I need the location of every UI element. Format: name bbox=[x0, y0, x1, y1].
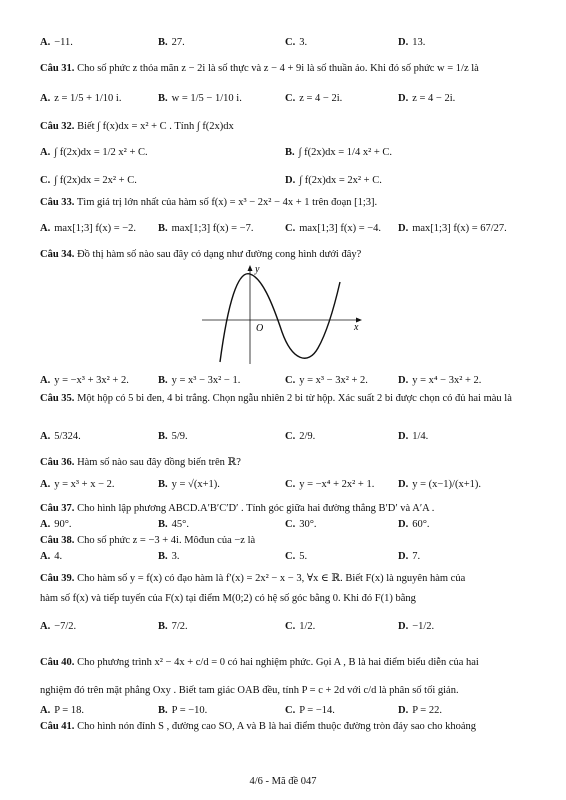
y-axis-label: y bbox=[255, 264, 260, 275]
cubic-curve bbox=[220, 274, 340, 362]
origin-label: O bbox=[256, 323, 264, 334]
question-36: Câu 36. Hàm số nào sau đây đồng biến trên ℝ? bbox=[40, 457, 241, 468]
question-41: Câu 41. Cho hình nón đỉnh S , đường cao SO, A và B là hai điểm thuộc đường tròn đáy sao cho khoảng bbox=[40, 721, 477, 732]
question-39-line1: Câu 39. Cho hàm số y = f(x) có đạo hàm là f′(x) = 2x² − x − 3, ∀x ∈ ℝ. Biết F(x) là nguyên hàm của bbox=[40, 573, 466, 584]
question-33: Câu 33. Tìm giá trị lớn nhất của hàm số f(x) = x³ − 2x² − 4x + 1 trên đoạn [1;3]. bbox=[40, 197, 378, 208]
page-footer: 4/6 - Mã đề 047 bbox=[249, 776, 317, 787]
question-38: Câu 38. Cho số phức z = −3 + 4i. Môđun của −z là bbox=[40, 535, 256, 546]
question-37: Câu 37. Cho hình lập phương ABCD.A′B′C′D′ . Tính góc giữa hai đường thẳng B′D′ và A′A . bbox=[40, 503, 435, 514]
option-d: 13. bbox=[412, 37, 426, 48]
question-34: Câu 34. Đồ thị hàm số nào sau đây có dạng như đường cong hình dưới đây? bbox=[40, 249, 362, 260]
cubic-graph-figure bbox=[200, 262, 370, 366]
question-40-line1: Câu 40. Cho phương trình x² − 4x + c/d = 0 có hai nghiệm phức. Gọi A , B là hai điểm biểu diễn của hai bbox=[40, 657, 479, 668]
option-b: 27. bbox=[171, 37, 185, 48]
question-35: Câu 35. Một hộp có 5 bi đen, 4 bi trắng. Chọn ngẫu nhiên 2 bi từ hộp. Xác suất 2 bi được chọn có đủ hai màu là bbox=[40, 393, 512, 404]
question-39-line2: hàm số f(x) và tiếp tuyến của F(x) tại điểm M(0;2) có hệ số góc bằng 0. Khi đó F(1) bằng bbox=[40, 593, 416, 604]
exam-page: A. −11. B. 27. C. 3. D. 13. Câu 31. Cho số phức z thỏa mãn z − 2i là số thực và z − 4 + 9i là số thuần ảo. Khi đó số phức w = 1/z là A. z = 1/5 + 1/10 i. B. w = 1/5 − 1/10 i. C. z = 4 − 2i. D. z = 4 − 2i. Câu 32. Biết ∫ f(x)dx = x² + C . Tính ∫ f(2x)dx A. ∫ f(2x)dx = 1/2 x² + C. B. ∫ f(2x)dx = 1/4 x² + C. C. ∫ f(2x)dx = 2x² + C. D. ∫ f(2x)dx = 2x² + C. Câu 33. Tìm giá trị lớn nhất của hàm số f(x) = x³ − 2x² − 4x + 1 trên đoạn [1;3]. A. max[1;3] f(x) = −2. B. max[1;3] f(x) = −7. C. max[1;3] f(x) = −4. D. max[1;3] f(x) = 67/27. Câu 34. Đồ thị hàm số nào sau đây có dạng như đường cong hình dưới đây? y x O A. y = −x³ + 3x² + 2. B. y = x³ − 3x² − 1. C. y = x³ − 3x² + 2. D. y = x⁴ − 3x² + 2. Câu 35. Một hộp có 5 bi đen, 4 bi trắng. Chọn ngẫu nhiên 2 bi từ hộp. Xác suất 2 bi được chọn có đủ hai màu là A. 5/324. B. 5/9. C. 2/9. D. 1/4. Câu 36. Hàm số nào sau đây đồng biến trên ℝ? A. y = x³ + x − 2. B. y = √(x+1). C. y = −x⁴ + 2x² + 1. D. y = (x−1)/(x+1). Câu 37. Cho hình lập phương ABCD.A′B′C′D′ . Tính góc giữa hai đường thẳng B′D′ và A′A . A. 90°. B. 45°. C. 30°. D. 60°. Câu 38. Cho số phức z = −3 + 4i. Môđun của −z là A. 4. B. 3. C. 5. D. 7. Câu 39. Cho hàm số y = f(x) có đạo hàm là f′(x) = 2x² − x − 3, ∀x ∈ ℝ. Biết F(x) là nguyên hàm của hàm số f(x) và tiếp tuyến của F(x) tại điểm M(0;2) có hệ số góc bằng 0. Khi đó F(1) bằng A. −7/2. B. 7/2. C. 1/2. D. −1/2. Câu 40. Cho phương trình x² − 4x + c/d = 0 có hai nghiệm phức. Gọi A , B là hai điểm biểu diễn của hai nghiệm đó trên mặt phẳng Oxy . Biết tam giác OAB đều, tính P = c + 2d với c/d là phân số tối giản. A. P = 18. B. P = −10. C. P = −14. D. P = 22. Câu 41. Cho hình nón đỉnh S , đường cao SO, A và B là hai điểm thuộc đường tròn đáy sao cho khoảng 4/6 - Mã đề 047 bbox=[0, 0, 566, 800]
question-31: Câu 31. Cho số phức z thỏa mãn z − 2i là số thực và z − 4 + 9i là số thuần ảo. Khi đó số phức w = 1/z là bbox=[40, 63, 479, 74]
x-axis-label: x bbox=[354, 322, 359, 333]
question-40-line2: nghiệm đó trên mặt phẳng Oxy . Biết tam giác OAB đều, tính P = c + 2d với c/d là phân số tối giản. bbox=[40, 685, 459, 696]
y-axis-arrow bbox=[248, 265, 253, 271]
question-32: Câu 32. Biết ∫ f(x)dx = x² + C . Tính ∫ f(2x)dx bbox=[40, 121, 234, 132]
option-a: −11. bbox=[54, 37, 73, 48]
option-c: 3. bbox=[299, 37, 308, 48]
